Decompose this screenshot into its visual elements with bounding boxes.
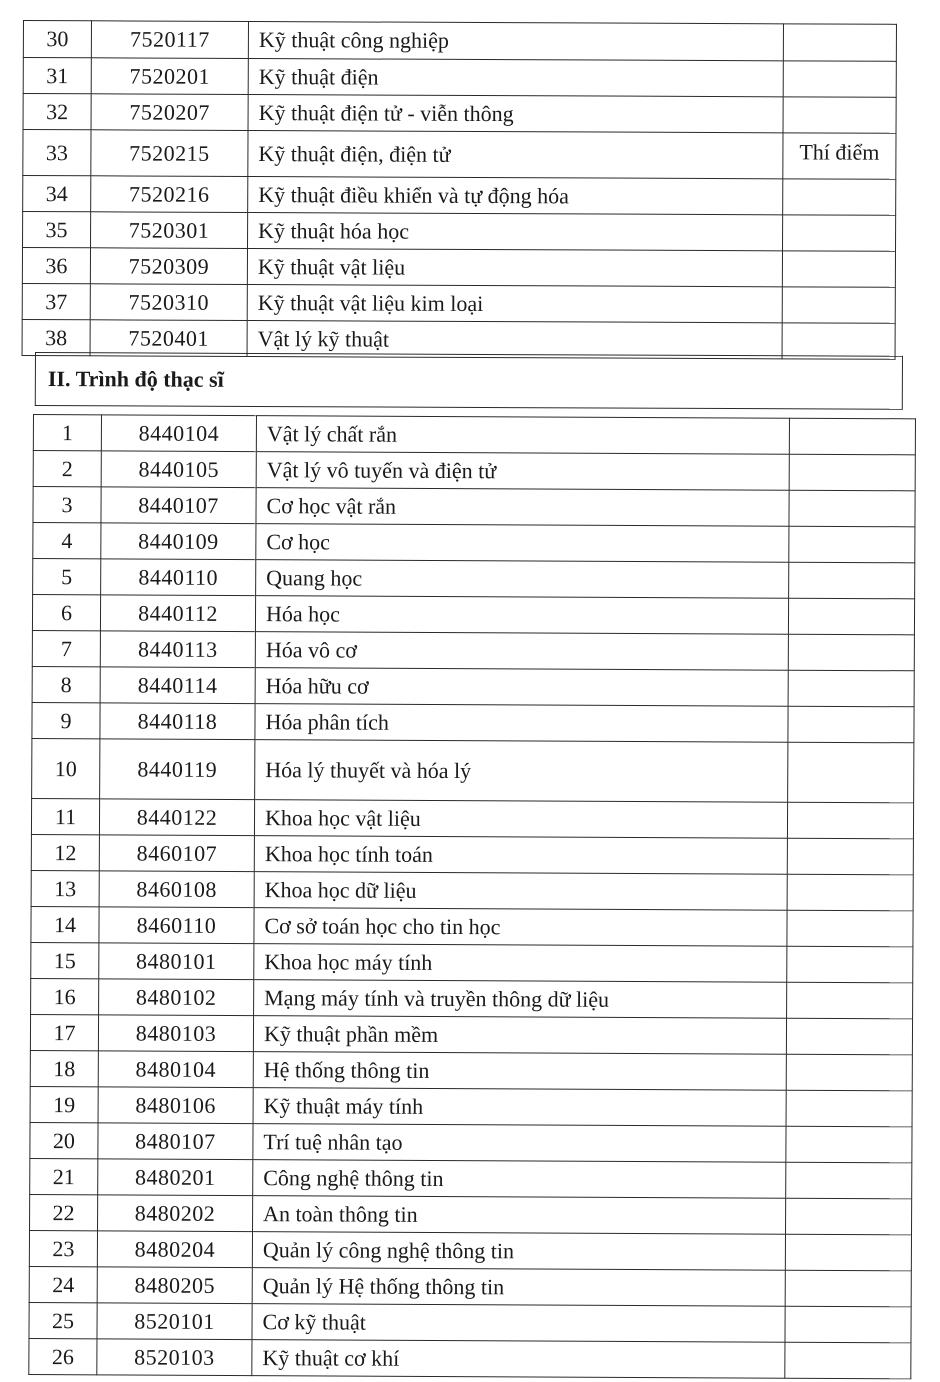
note-cell <box>786 1090 912 1127</box>
program-code-cell: 8440119 <box>100 739 255 800</box>
section-heading-table <box>35 352 903 410</box>
table-row <box>33 487 915 527</box>
row-number-cell: 12 <box>31 834 99 870</box>
program-code-cell: 8440113 <box>100 631 255 668</box>
row-number-cell: 35 <box>23 212 91 248</box>
row-number-cell: 14 <box>31 906 99 942</box>
table-row <box>23 212 896 252</box>
program-code-cell: 8480202 <box>98 1195 253 1232</box>
program-code-cell: 8440109 <box>101 523 256 560</box>
program-name-cell: Hóa vô cơ <box>255 632 788 671</box>
program-name-cell: Hóa hữu cơ <box>255 668 788 707</box>
row-number-cell: 20 <box>30 1122 98 1158</box>
program-name-cell: Công nghệ thông tin <box>253 1160 786 1199</box>
table-row <box>23 94 896 134</box>
row-number-cell: 24 <box>29 1266 97 1302</box>
table-row <box>23 176 896 216</box>
program-code-cell: 7520215 <box>91 130 248 177</box>
program-code-cell: 8440118 <box>100 703 255 740</box>
program-name-cell: Kỹ thuật công nghiệp <box>248 21 783 60</box>
program-name-cell: Cơ kỹ thuật <box>252 1304 785 1343</box>
note-cell <box>782 323 895 359</box>
note-cell <box>783 61 896 97</box>
note-cell <box>788 634 914 671</box>
note-cell <box>785 1270 911 1307</box>
program-name-cell: Khoa học vật liệu <box>254 800 787 839</box>
table-row <box>29 1230 911 1270</box>
table-row <box>32 595 914 635</box>
note-cell <box>783 215 896 251</box>
row-number-cell: 6 <box>32 595 100 631</box>
note-cell <box>788 706 914 743</box>
program-code-cell: 7520309 <box>90 248 247 285</box>
row-number-cell: 5 <box>33 559 101 595</box>
program-code-cell: 8480205 <box>97 1267 252 1304</box>
table-row <box>31 798 913 838</box>
undergraduate-programs-table <box>22 20 897 360</box>
note-cell <box>782 251 895 287</box>
program-name-cell: An toàn thông tin <box>253 1196 786 1235</box>
table-row <box>31 942 913 982</box>
row-number-cell: 23 <box>29 1230 97 1266</box>
program-code-cell: 7520310 <box>90 284 247 321</box>
row-number-cell: 9 <box>32 702 100 738</box>
row-number-cell: 32 <box>23 94 91 130</box>
program-name-cell: Khoa học máy tính <box>254 944 787 983</box>
program-name-cell: Kỹ thuật điện <box>248 58 783 96</box>
program-name-cell: Vật lý chất rắn <box>256 416 789 455</box>
note-cell <box>785 1234 911 1271</box>
note-cell <box>783 179 896 215</box>
table-row <box>31 978 913 1018</box>
program-name-cell: Hóa phân tích <box>255 704 788 743</box>
row-number-cell: 21 <box>30 1158 98 1194</box>
table-row <box>32 666 914 706</box>
program-name-cell: Kỹ thuật máy tính <box>253 1088 786 1127</box>
note-cell <box>787 946 913 983</box>
row-number-cell: 37 <box>22 283 90 319</box>
program-name-cell: Mạng máy tính và truyền thông dữ liệu <box>254 980 787 1019</box>
table-row <box>30 1194 912 1234</box>
note-cell <box>786 1198 912 1235</box>
program-name-cell: Kỹ thuật hóa học <box>248 212 783 250</box>
table-row <box>23 21 896 62</box>
note-cell <box>789 562 915 599</box>
note-cell <box>786 1054 912 1091</box>
program-name-cell: Cơ sở toán học cho tin học <box>254 908 787 947</box>
program-code-cell: 8480106 <box>98 1087 253 1124</box>
row-number-cell: 1 <box>33 415 101 451</box>
row-number-cell: 3 <box>33 487 101 523</box>
program-name-cell: Quản lý Hệ thống thông tin <box>252 1268 785 1307</box>
program-name-cell: Hóa lý thuyết và hóa lý <box>255 740 788 803</box>
note-cell <box>787 982 913 1019</box>
program-code-cell: 8460108 <box>99 871 254 908</box>
row-number-cell: 2 <box>33 451 101 487</box>
program-name-cell: Hóa học <box>255 596 788 635</box>
program-code-cell: 7520301 <box>91 212 248 249</box>
note-cell <box>789 490 915 527</box>
program-code-cell: 8480103 <box>98 1015 253 1052</box>
table-row <box>30 1086 912 1126</box>
program-code-cell: 8460107 <box>99 835 254 872</box>
program-code-cell: 8460110 <box>99 907 254 944</box>
note-cell <box>789 526 915 563</box>
program-code-cell: 8480102 <box>99 979 254 1016</box>
row-number-cell: 31 <box>23 58 91 94</box>
note-cell <box>786 1126 912 1163</box>
program-code-cell: 8520103 <box>97 1339 252 1376</box>
row-number-cell: 8 <box>32 666 100 702</box>
row-number-cell: 7 <box>32 630 100 666</box>
row-number-cell: 22 <box>30 1194 98 1230</box>
row-number-cell: 10 <box>32 738 100 798</box>
program-name-cell: Cơ học <box>256 524 789 563</box>
row-number-cell: 25 <box>29 1302 97 1338</box>
note-cell <box>783 24 896 61</box>
table-row <box>23 58 896 98</box>
row-number-cell: 33 <box>23 130 91 176</box>
program-code-cell: 8480107 <box>98 1123 253 1160</box>
program-code-cell: 7520401 <box>90 320 247 357</box>
table-row <box>32 738 914 802</box>
program-code-cell: 8440107 <box>101 487 256 524</box>
note-cell <box>788 598 914 635</box>
program-name-cell: Khoa học dữ liệu <box>254 872 787 911</box>
program-code-cell: 8440122 <box>99 799 254 836</box>
note-cell <box>788 670 914 707</box>
table-row <box>22 248 895 288</box>
note-cell <box>787 838 913 875</box>
program-name-cell: Trí tuệ nhân tạo <box>253 1124 786 1163</box>
program-name-cell: Kỹ thuật điện, điện tử <box>248 130 783 178</box>
table-row <box>31 906 913 946</box>
note-cell: Thí điểm <box>783 133 896 179</box>
note-cell <box>786 1018 912 1055</box>
note-cell <box>787 802 913 839</box>
note-cell <box>786 1162 912 1199</box>
table-row <box>30 1014 912 1054</box>
program-name-cell: Kỹ thuật vật liệu kim loại <box>247 284 782 322</box>
program-code-cell: 8520101 <box>97 1303 252 1340</box>
section-heading-masters: II. Trình độ thạc sĩ <box>35 353 902 410</box>
row-number-cell: 17 <box>30 1014 98 1050</box>
program-name-cell: Khoa học tính toán <box>254 836 787 875</box>
program-name-cell: Kỹ thuật vật liệu <box>247 248 782 286</box>
table-row <box>30 1050 912 1090</box>
row-number-cell: 18 <box>30 1050 98 1086</box>
program-code-cell: 8480204 <box>97 1231 252 1268</box>
program-name-cell: Quang học <box>256 560 789 599</box>
program-name-cell: Quản lý công nghệ thông tin <box>252 1232 785 1271</box>
program-name-cell: Kỹ thuật phần mềm <box>253 1016 786 1055</box>
note-cell <box>787 910 913 947</box>
table-row <box>31 834 913 874</box>
row-number-cell: 34 <box>23 176 91 212</box>
row-number-cell: 11 <box>31 798 99 834</box>
program-code-cell: 8440105 <box>101 451 256 488</box>
row-number-cell: 38 <box>22 319 90 355</box>
table-row <box>33 523 915 563</box>
row-number-cell: 26 <box>29 1338 97 1374</box>
program-name-cell: Vật lý kỹ thuật <box>247 320 782 358</box>
table-row <box>29 1266 911 1306</box>
table-row <box>33 415 915 455</box>
program-name-cell: Vật lý vô tuyến và điện tử <box>256 452 789 491</box>
row-number-cell: 30 <box>23 21 91 58</box>
note-cell <box>785 1306 911 1343</box>
note-cell <box>788 742 914 803</box>
program-name-cell: Kỹ thuật cơ khí <box>252 1340 785 1379</box>
table-row <box>33 559 915 599</box>
program-code-cell: 8440104 <box>101 415 256 452</box>
table-row <box>30 1158 912 1198</box>
program-code-cell: 8480201 <box>98 1159 253 1196</box>
program-code-cell: 8480101 <box>99 943 254 980</box>
table-row <box>32 702 914 742</box>
table-row <box>23 130 896 180</box>
note-cell <box>783 97 896 133</box>
table-row <box>32 630 914 670</box>
program-code-cell: 7520117 <box>91 21 248 59</box>
program-code-cell: 7520201 <box>91 58 248 95</box>
program-name-cell: Kỹ thuật điều khiển và tự động hóa <box>248 176 783 214</box>
program-name-cell: Cơ học vật rắn <box>256 488 789 527</box>
program-code-cell: 8480104 <box>98 1051 253 1088</box>
program-code-cell: 7520207 <box>91 94 248 131</box>
row-number-cell: 19 <box>30 1086 98 1122</box>
note-cell <box>782 287 895 323</box>
note-cell <box>789 454 915 491</box>
row-number-cell: 4 <box>33 523 101 559</box>
row-number-cell: 15 <box>31 942 99 978</box>
row-number-cell: 13 <box>31 870 99 906</box>
table-row <box>30 1122 912 1162</box>
table-row <box>31 870 913 910</box>
program-name-cell: Hệ thống thông tin <box>253 1052 786 1091</box>
note-cell <box>787 874 913 911</box>
program-code-cell: 8440114 <box>100 667 255 704</box>
table-row <box>22 283 895 323</box>
program-code-cell: 8440110 <box>101 559 256 596</box>
note-cell <box>785 1342 911 1379</box>
program-code-cell: 7520216 <box>91 176 248 213</box>
row-number-cell: 16 <box>31 978 99 1014</box>
row-number-cell: 36 <box>22 248 90 284</box>
program-code-cell: 8440112 <box>100 595 255 632</box>
note-cell <box>789 418 915 455</box>
masters-programs-table <box>28 414 916 1379</box>
table-row <box>29 1302 911 1342</box>
program-name-cell: Kỹ thuật điện tử - viễn thông <box>248 94 783 132</box>
table-row <box>33 451 915 491</box>
table-row <box>29 1338 911 1378</box>
